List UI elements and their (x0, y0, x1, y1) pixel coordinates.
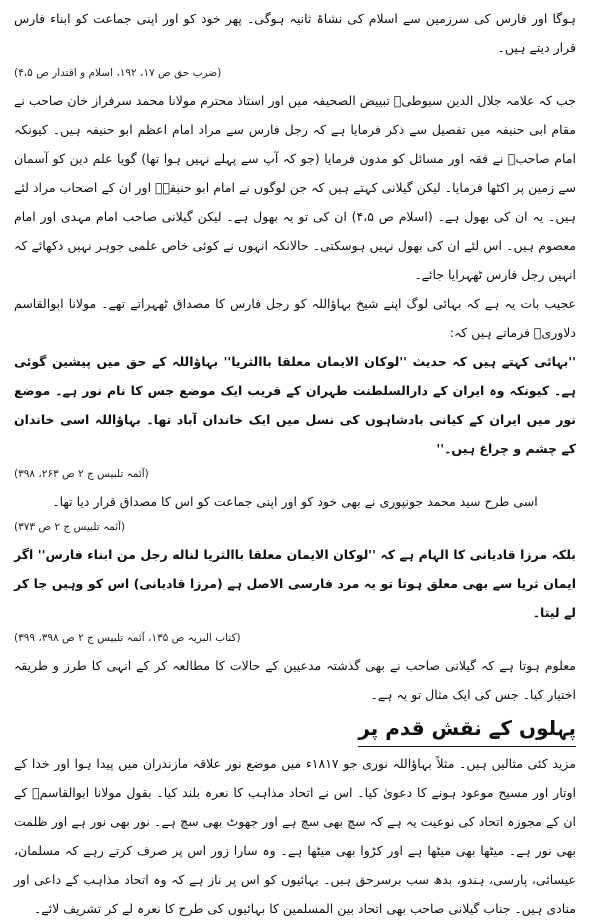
section-heading: پہلوں کے نقش قدم پر (358, 711, 576, 747)
paragraph-examples: مزید کئی مثالیں ہیں۔ مثلاً بہاؤاللہ نوری جو ۱۸۱۷ء میں موضع نور علاقہ مازندران میں پیدا ہوا اور خدا کے اوتار اور مسیح موعود ہونے کا دعویٰ کیا۔ اس نے اتحاد مذاہب کا نعرہ بلند کیا۔ بقول مولانا ابوالقاسمؒ کے ان کے مجوزہ اتحاد کی نوعیت یہ ہے کہ سچ بھی سچ ہے اور جھوٹ بھی سچ ہے۔ نور بھی نور ہے اور ظلمت بھی نور ہے۔ میٹھا بھی میٹھا ہے اور کڑوا بھی میٹھا ہے۔ وہ سارا زور اس پر صرف کرتے رہے کہ مسلمان، عیسائی، پارسی، ہندو، بدھ سب برسرحق ہیں۔ بہائیوں کو اس پر ناز ہے کہ وہ اتحاد مذاہب کے داعی اور منادی ہیں۔ جناب گیلانی صاحب بھی اتحاد بین المسلمین کا بہائیوں کی طرح کا نعرہ لے کر تشریف لائے۔ (14, 756, 576, 916)
paragraph-bahai-claim: عجیب بات یہ ہے کہ بہائی لوگ اپنے شیخ بہاؤاللہ کو رجل فارس کا مصداق ٹھہراتے تھے۔ مولانا ابوالقاسم دلاوریؒ فرماتے ہیں کہ: (14, 296, 576, 340)
document-page (14, 4, 576, 916)
reference-citation: (آئمہ تلبیس ج ۲ ص ۲۶۳، ۳۹۸) (14, 468, 149, 480)
paragraph-gilani-method: معلوم ہوتا ہے کہ گیلانی صاحب نے بھی گذشتہ مدعیین کے حالات کا مطالعہ کر کے انہی کا طرز و طریقہ اختیار کیا۔ جس کی ایک مثال تو یہ ہے۔ (14, 658, 576, 702)
section-heading-wrap (14, 709, 576, 747)
reference-citation: (ضرب حق ص ۱۷، ۱۹۲، اسلام و اقتدار ص ۴،۵) (14, 67, 222, 79)
reference-citation: (کتاب البریہ ص ۱۳۵، آئمہ تلبیس ج ۲ ص ۳۹۸، ۳۹۹) (14, 632, 241, 644)
paragraph-jaunpuri: اسی طرح سید محمد جونپوری نے بھی خود کو اور اپنی جماعت کو اس کا مصداق قرار دیا تھا۔ (52, 494, 538, 509)
paragraph-rajul-faris: جب کہ علامہ جلال الدین سیوطیؒ تبییض الصحیفہ میں اور استاذ محترم مولانا محمد سرفراز خان صاحب نے مقام ابی حنیفہ میں تفصیل سے ذکر فرمایا ہے کہ رجل فارس سے مراد امام اعظم ابو حنیفہ ہیں۔ کیونکہ امام صاحبؒ نے فقہ اور مسائل کو مدون فرمایا (جو کہ آپ سے پہلے نہیں ہوا تھا) گویا علم دین کو آسمان سے زمین پر اکٹھا فرمایا۔ لیکن گیلانی کہتے ہیں کہ جن لوگوں نے امام ابو حنیفہؒ اور ان کے اصحاب مراد لئے ہیں۔ یہ ان کی بھول ہے۔ (اسلام ص ۴،۵) ان کی تو یہ بھول ہے۔ لیکن گیلانی صاحب امام مہدی اور امام معصوم ہیں۔ اس لئے ان کی بھول نہیں ہوسکتی۔ حالانکہ انہوں نے کوئی خاص علمی جوہر نہیں دکھائے کہ انہیں رجل فارس ٹھہرایا جائے۔ (14, 93, 576, 282)
quote-qadiani: بلکہ مرزا قادیانی کا الہام ہے کہ ''لوکان الایمان معلقا باالثریا لناله رجل من ابناء فارس'' اگر ایمان ثریا سے بھی معلق ہوتا تو یہ مرد فارسی الاصل ہے (مرزا قادیانی) اس کو وہیں جا کر لے لیتا۔ (14, 547, 576, 620)
reference-citation: (آئمہ تلبیس ج ۲ ص ۳۷۳) (14, 521, 126, 533)
paragraph-intro: ہوگا اور فارس کی سرزمین سے اسلام کی نشاۃ ثانیہ ہوگی۔ پھر خود کو اور اپنی جماعت کو ابناء فارس قرار دیتے ہیں۔ (14, 11, 576, 55)
quote-bahai: ''بہائی کہتے ہیں کہ حدیث ''لوکان الایمان معلقا باالثریا'' بہاؤاللہ کے حق میں پیشین گوئی ہے۔ کیونکہ وہ ایران کے دارالسلطنت طہران کے قریب ایک موضع جس کا نام نور ہے۔ موضع نور میں ایران کے کیانی بادشاہوں کی نسل میں ایک خاندان آباد تھا۔ بہاؤاللہ اسی خاندان کے چشم و چراغ ہیں۔'' (14, 354, 576, 456)
